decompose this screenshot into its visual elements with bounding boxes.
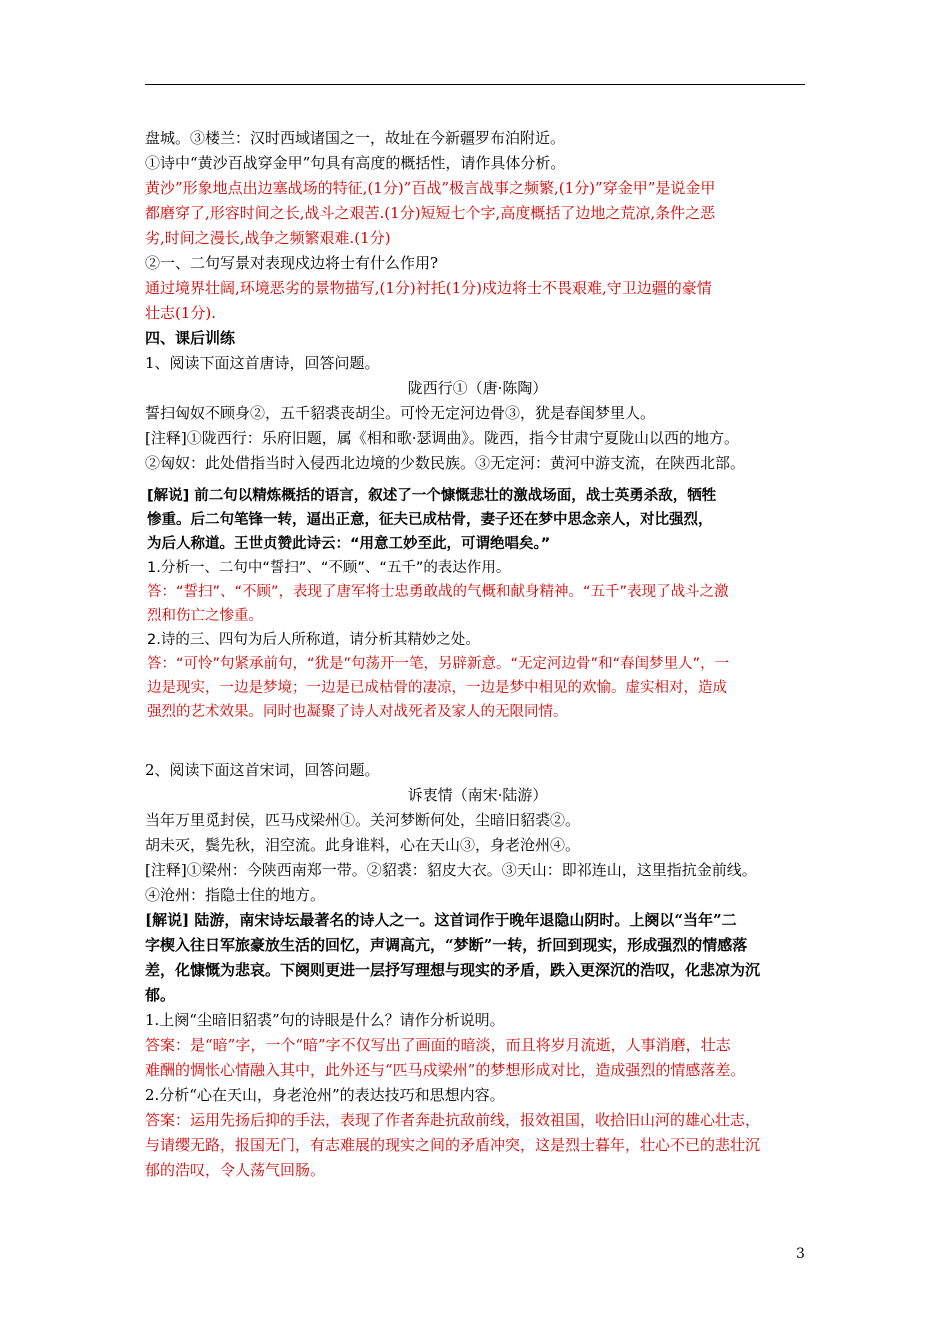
answer-1-line-3: 劣,时间之漫长,战争之频繁艰难.(1分)	[145, 229, 391, 247]
header-rule	[145, 84, 805, 85]
sub-answer-2-line-1: 答：“可怜”句紧承前句，“犹是”句荡开一笔，另辟新意。“无定河边骨”和“春闺梦里人”，一	[147, 656, 730, 672]
sub-answer-3-line-2: 难酬的惆怅心情融入其中，此外还与“匹马戍梁州”的梦想形成对比，造成强烈的情感落差。	[145, 1061, 746, 1079]
sub-answer-4-line-3: 郁的浩叹，令人荡气回肠。	[145, 1161, 326, 1179]
sub-answer-4-line-1: 答案：运用先扬后抑的手法，表现了作者奔赴抗敌前线，报效祖国，收拾旧山河的雄心壮志，	[145, 1111, 761, 1129]
answer-1-line-1: 黄沙”形象地点出边塞战场的特征,(1分)”百战”极言战事之频繁,(1分)”穿金甲”是说金甲	[145, 179, 716, 197]
analysis-1-line-2: 惨重。后二句笔锋一转，逼出正意，征夫已成枯骨，妻子还在梦中思念亲人，对比强烈，	[147, 512, 713, 528]
sub-answer-1-line-1: 答：“誓扫”、“不顾”，表现了唐军将士忠勇敢战的气概和献身精神。“五千”表现了战斗之激	[147, 584, 729, 600]
section-heading: 四、课后训练	[145, 329, 236, 347]
exercise-1-intro: 1、阅读下面这首唐诗，回答问题。	[145, 354, 380, 372]
question-2: ②一、二句写景对表现戍边将士有什么作用?	[145, 254, 439, 272]
poem-1-note-line-2: ②匈奴：此处借指当时入侵西北边境的少数民族。③无定河：黄河中游支流，在陕西北部。	[145, 454, 746, 472]
answer-1-line-2: 都磨穿了,形容时间之长,战斗之艰苦.(1分)短短七个字,高度概括了边地之荒凉,条件之恶	[145, 204, 716, 222]
poem-2-note-line-1: [注释]①梁州：今陕西南郑一带。②貂裘：貂皮大衣。③天山：即祁连山，这里指抗金前线。	[145, 861, 757, 879]
analysis-1-line-1: [解说] 前二句以精炼概括的语言，叙述了一个慷慨悲壮的激战场面，战士英勇杀敌，牺牲	[147, 488, 717, 504]
sub-answer-4-line-2: 与请缨无路，报国无门，有志难展的现实之间的矛盾冲突，这是烈士暮年，壮心不已的悲壮沉	[145, 1136, 761, 1154]
poem-2-line-1: 当年万里觅封侯，匹马戍梁州①。关河梦断何处，尘暗旧貂裘②。	[145, 811, 581, 829]
poem-2-line-2: 胡未灭，鬓先秋，泪空流。此身谁料，心在天山③，身老沧州④。	[145, 836, 581, 854]
sub-answer-2-line-2: 边是现实，一边是梦境；一边是已成枯骨的凄凉，一边是梦中相见的欢愉。虚实相对，造成	[147, 680, 727, 696]
analysis-2-line-3: 差，化慷慨为悲哀。下阕则更进一层抒写理想与现实的矛盾，跌入更深沉的浩叹，化悲凉为沉	[145, 961, 761, 979]
poem-1-title: 陇西行①（唐·陈陶）	[407, 379, 548, 397]
analysis-1-line-3: 为后人称道。王世贞赞此诗云：“用意工妙至此，可谓绝唱矣。”	[147, 536, 551, 552]
answer-2-line-1: 通过境界壮阔,环境恶劣的景物描写,(1分)衬托(1分)戍边将士不畏艰难,守卫边疆的豪情	[145, 279, 712, 297]
page-number: 3	[796, 1246, 805, 1262]
sub-question-2: 2.诗的三、四句为后人所称道，请分析其精妙之处。	[147, 632, 480, 648]
sub-answer-1-line-2: 烈和伤亡之惨重。	[147, 608, 263, 624]
poem-1-note-line-1: [注释]①陇西行：乐府旧题，属《相和歌·瑟调曲》。陇西，指今甘肃宁夏陇山以西的地方。	[145, 429, 739, 447]
sub-answer-2-line-3: 强烈的艺术效果。同时也凝聚了诗人对战死者及家人的无限同情。	[147, 704, 568, 720]
spacer	[145, 724, 810, 758]
sub-question-4: 2.分析“心在天山，身老沧州”的表达技巧和思想内容。	[145, 1086, 505, 1104]
note-continuation: 盘城。③楼兰：汉时西域诸国之一，故址在今新疆罗布泊附近。	[145, 129, 566, 147]
pasted-analysis-block	[145, 484, 757, 724]
analysis-2-line-1: [解说] 陆游，南宋诗坛最著名的诗人之一。这首词作于晚年退隐山阴时。上阕以“当年”二	[145, 911, 737, 929]
question-1: ①诗中“黄沙百战穿金甲”句具有高度的概括性，请作具体分析。	[145, 154, 566, 172]
analysis-2-line-4: 郁。	[145, 986, 176, 1004]
answer-2-line-2: 壮志(1分).	[145, 304, 217, 322]
sub-question-3: 1.上阕“尘暗旧貂裘”句的诗眼是什么？请作分析说明。	[145, 1011, 505, 1029]
sub-answer-3-line-1: 答案：是“暗”字，一个“暗”字不仅写出了画面的暗淡，而且将岁月流逝，人事消磨，壮志	[145, 1036, 731, 1054]
poem-2-title: 诉衷情（南宋·陆游）	[407, 786, 548, 804]
poem-2-note-line-2: ④沧州：指隐士住的地方。	[145, 886, 326, 904]
poem-1-text: 誓扫匈奴不顾身②，五千貂裘丧胡尘。可怜无定河边骨③，犹是春闺梦里人。	[145, 404, 656, 422]
document-body	[145, 126, 810, 1183]
sub-question-1: 1.分析一、二句中“誓扫”、“不顾”、“五千”的表达作用。	[147, 560, 511, 576]
analysis-2-line-2: 字楔入往日军旅豪放生活的回忆，声调高亢，“梦断”一转，折回到现实，形成强烈的情感落	[145, 936, 748, 954]
exercise-2-intro: 2、阅读下面这首宋词，回答问题。	[145, 761, 380, 779]
